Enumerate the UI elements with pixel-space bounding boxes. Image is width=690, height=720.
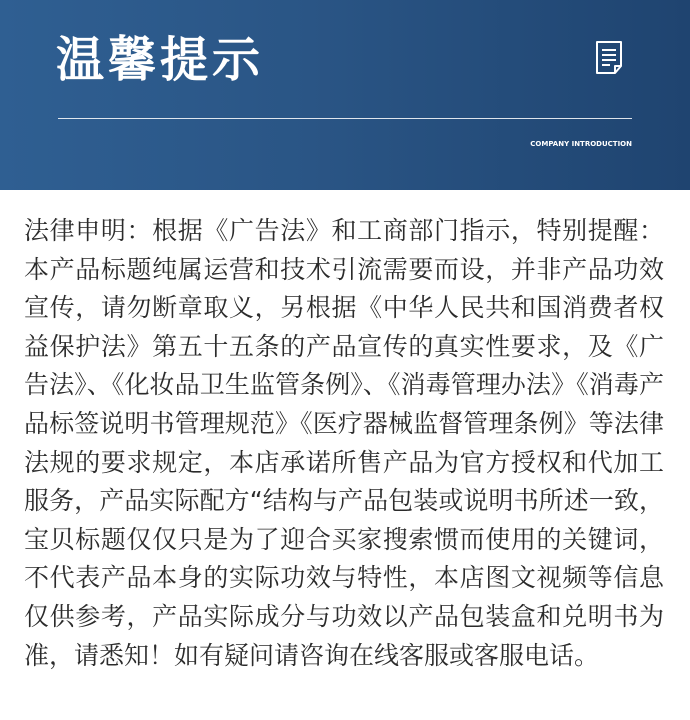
header-divider [58,118,632,119]
page-title: 温馨提示 [56,32,265,88]
company-introduction-label: COMPANY INTRODUCTION [530,140,632,148]
document-icon [594,40,628,76]
legal-notice-text: 法律申明：根据《广告法》和工商部门指示，特别提醒：本产品标题纯属运营和技术引流需要而设，并非产品功效宣传，请勿断章取义，另根据《中华人民共和国消费者权益保护法》第五十五条的产品宣传的真实性要求，及《广告法》、《化妆品卫生监管条例》、《消毒管理办法》《消毒产品标签说明书管理规范》《医疗器械监督管理条例》等法律法规的要求规定，本店承诺所售产品为官方授权和代加工服务，产品实际配方“结构与产品包装或说明书所述一致，宝贝标题仅仅只是为了迎合买家搜索惯而使用的关键词，不代表产品本身的实际功效与特性，本店图文视频等信息仅供参考，产品实际成分与功效以产品包装盒和兑明书为准，请悉知！如有疑问请咨询在线客服或客服电话。 [24,216,664,670]
header-banner [0,0,690,190]
